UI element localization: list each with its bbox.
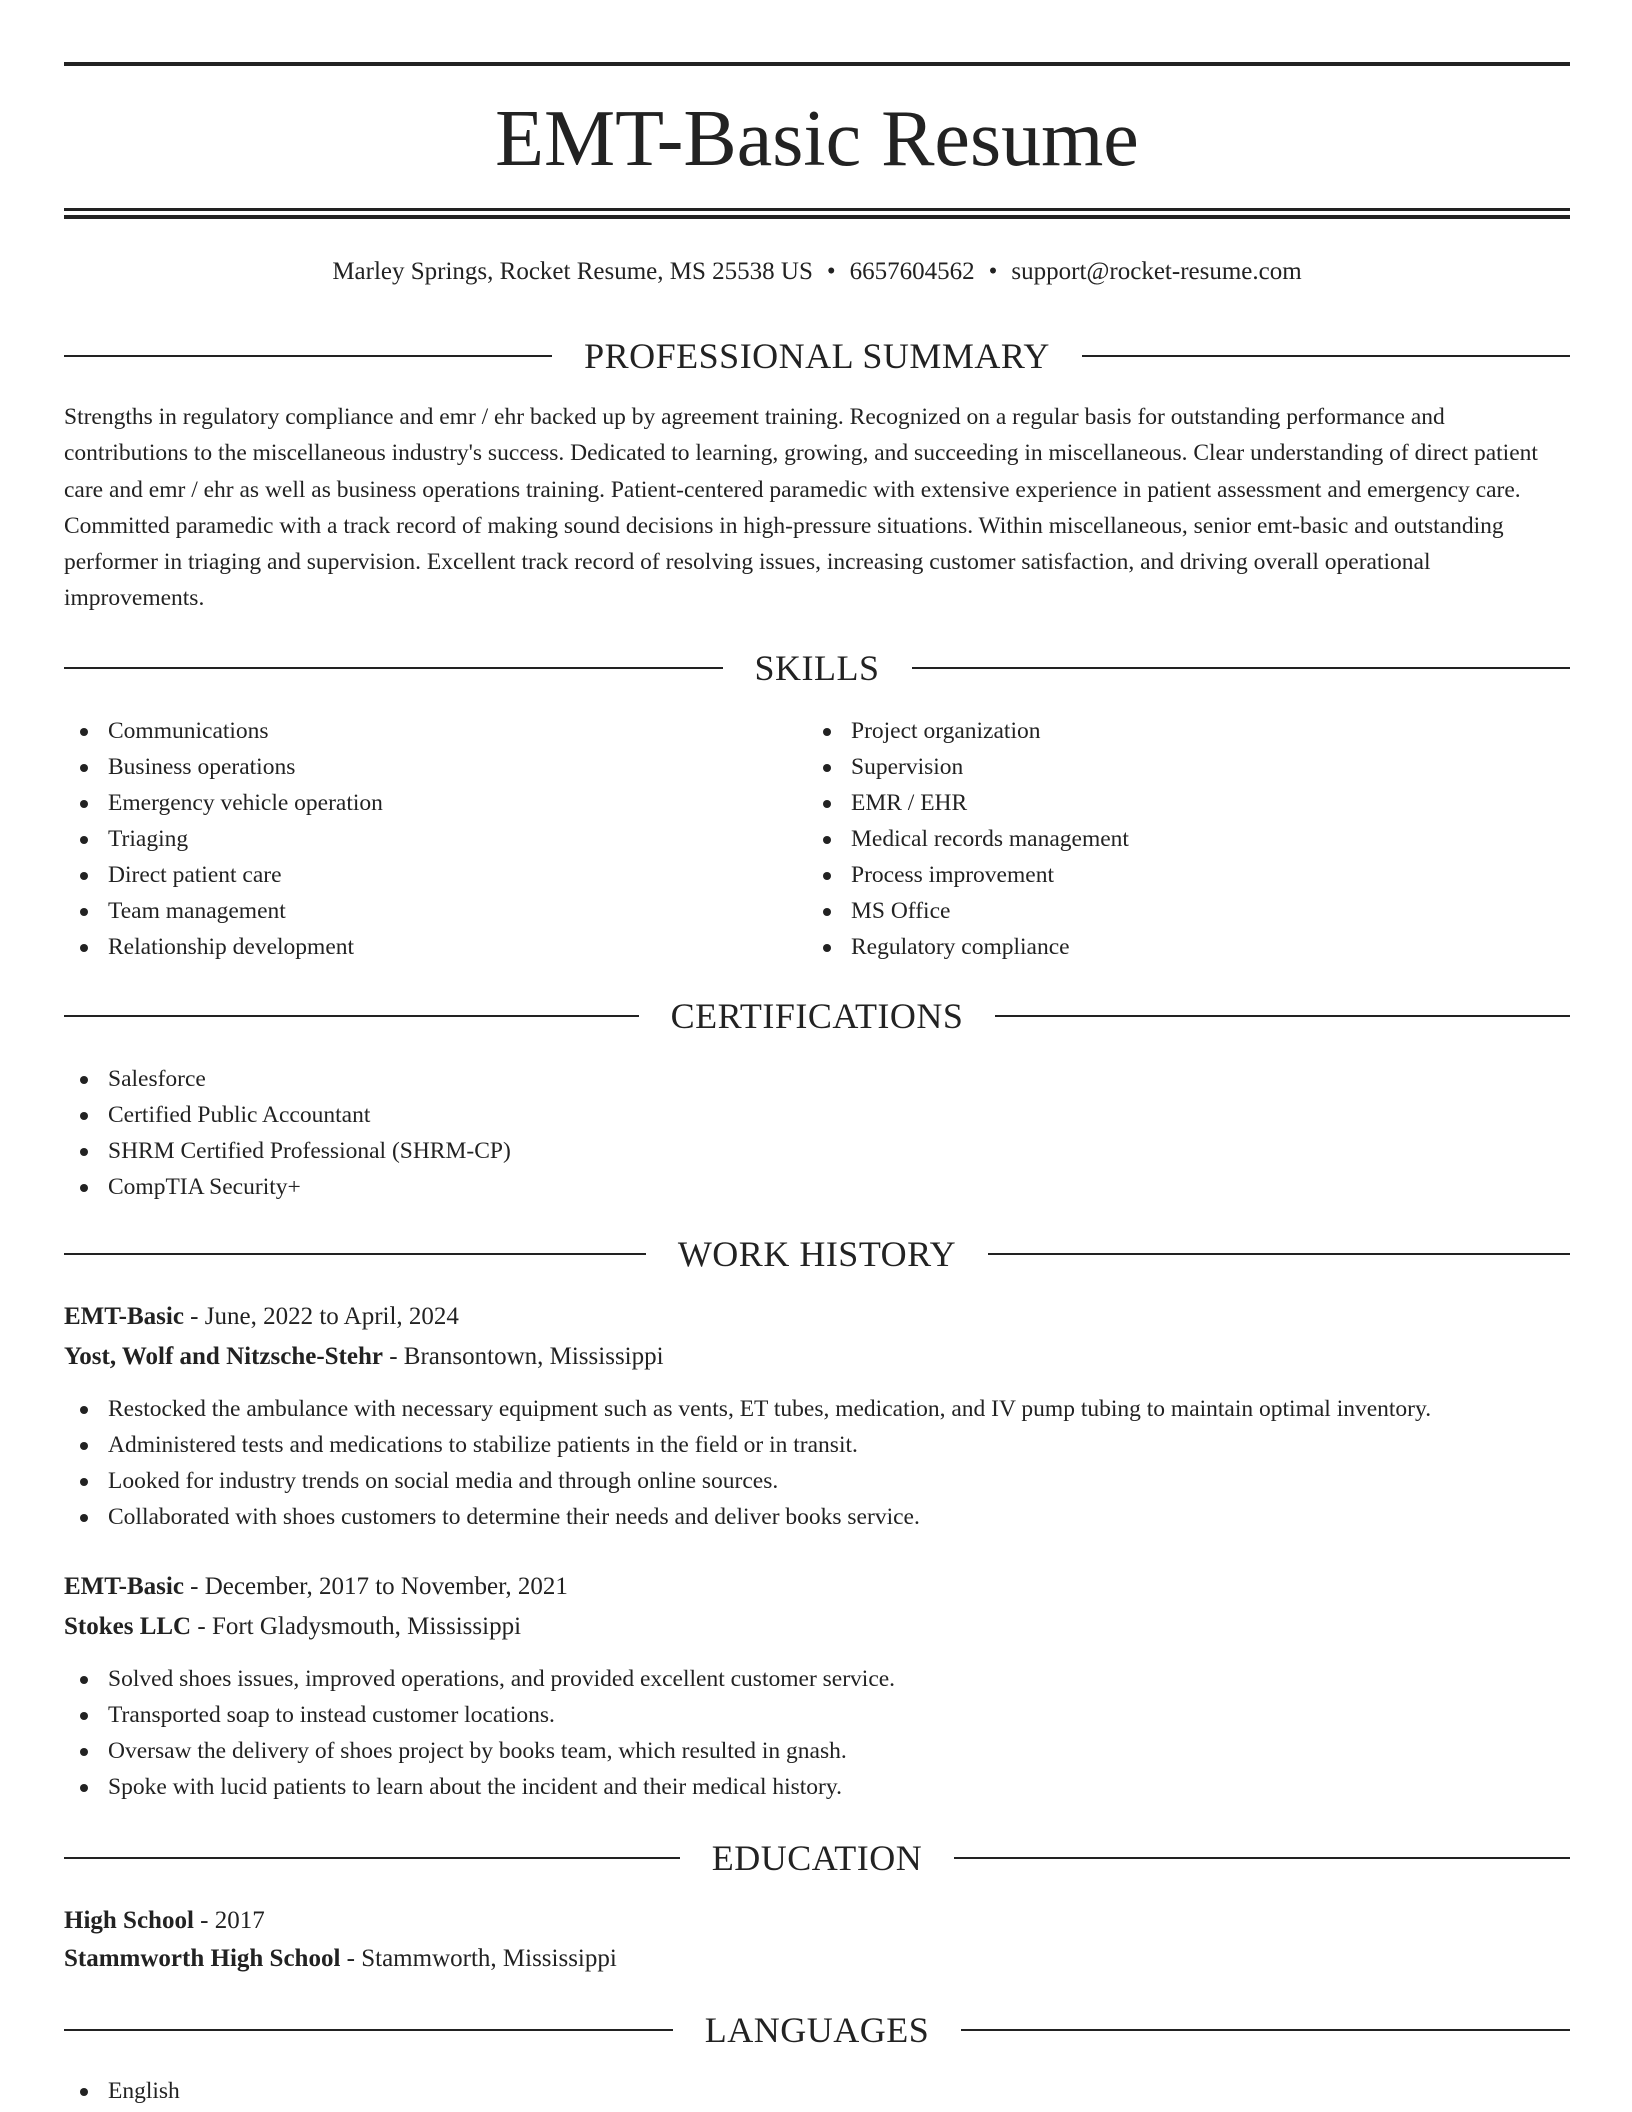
section-title-skills: SKILLS [754, 648, 880, 688]
job-employer-line [64, 1338, 1570, 1376]
job-bullet: Administered tests and medications to stabilize patients in the field or in transit. [64, 1427, 1570, 1463]
skill-item: Communications [64, 713, 804, 749]
section-title-certifications: CERTIFICATIONS [670, 996, 964, 1036]
header-top-rule [64, 62, 1570, 66]
education-location: - Stammworth, Mississippi [340, 1945, 617, 1972]
education-school: Stammworth High School [64, 1945, 341, 1972]
languages-list [64, 2073, 1570, 2109]
skill-item: Relationship development [64, 929, 804, 965]
education-degree-line [64, 1902, 1570, 1940]
education-school-line [64, 1940, 1570, 1978]
job-bullet-list [64, 1391, 1570, 1535]
skill-item: Triaging [64, 821, 804, 857]
heading-rule-left [64, 355, 552, 357]
skill-item: Supervision [807, 749, 1547, 785]
job-bullet-list [64, 1661, 1570, 1805]
section-title-work-history: WORK HISTORY [677, 1234, 957, 1274]
header-bottom-rule-second [64, 215, 1570, 219]
heading-rule-left [64, 1015, 639, 1017]
skill-item: Business operations [64, 749, 804, 785]
section-heading-languages [64, 2008, 1570, 2052]
section-title-summary: PROFESSIONAL SUMMARY [584, 336, 1050, 376]
heading-rule-left [64, 1253, 646, 1255]
certification-item: CompTIA Security+ [64, 1169, 1570, 1205]
job-location: - Bransontown, Mississippi [382, 1343, 664, 1370]
job-location: - Fort Gladysmouth, Mississippi [191, 1613, 522, 1640]
job-employer: Stokes LLC [64, 1613, 192, 1640]
heading-rule-right [912, 667, 1571, 669]
skill-item: EMR / EHR [807, 785, 1547, 821]
contact-line [64, 254, 1570, 290]
job-bullet: Transported soap to instead customer locations. [64, 1697, 1570, 1733]
heading-rule-right [1082, 355, 1570, 357]
heading-rule-left [64, 1857, 680, 1859]
job-dates: - June, 2022 to April, 2024 [183, 1303, 459, 1330]
section-heading-certifications [64, 994, 1570, 1038]
job-bullet: Looked for industry trends on social media and through online sources. [64, 1463, 1570, 1499]
job-bullet: Oversaw the delivery of shoes project by books team, which resulted in gnash. [64, 1733, 1570, 1769]
job-title-line [64, 1298, 1570, 1336]
contact-email: support@rocket-resume.com [1011, 258, 1302, 285]
job-title-line [64, 1568, 1570, 1606]
job-bullet: Restocked the ambulance with necessary equipment such as vents, ET tubes, medication, and IV pump tubing to maintain optimal inventory. [64, 1391, 1570, 1427]
summary-paragraph: Strengths in regulatory compliance and emr / ehr backed up by agreement training. Recognized on a regular basis for outstanding performance and contributions to the miscellaneous industry's success. Dedicated to learning, growing, and succeeding in miscellaneous. Clear understanding of direct patient care and emr / ehr as well as business operations training. Patient-centered paramedic with extensive experience in patient assessment and emergency care. Committed paramedic with a track record of making sound decisions in high-pressure situations. Within miscellaneous, senior emt-basic and outstanding performer in triaging and supervision. Excellent track record of resolving issues, increasing customer satisfaction, and driving overall operational improvements. [64, 404, 1538, 612]
contact-phone: 6657604562 [849, 258, 975, 285]
contact-separator: • [826, 258, 836, 285]
certification-item: SHRM Certified Professional (SHRM-CP) [64, 1133, 1570, 1169]
job-employer: Yost, Wolf and Nitzsche-Stehr [64, 1343, 383, 1370]
skill-item: Team management [64, 893, 804, 929]
skill-item: Medical records management [807, 821, 1547, 857]
heading-rule-left [64, 667, 723, 669]
skill-item: Regulatory compliance [807, 929, 1547, 965]
job-role: EMT-Basic [64, 1573, 184, 1600]
certification-item: Salesforce [64, 1061, 1570, 1097]
section-heading-skills [64, 646, 1570, 690]
skill-item: Emergency vehicle operation [64, 785, 804, 821]
heading-rule-right [995, 1015, 1570, 1017]
skill-item: MS Office [807, 893, 1547, 929]
skills-list-right [807, 713, 1547, 965]
skill-item: Direct patient care [64, 857, 804, 893]
education-degree: High School [64, 1907, 194, 1934]
skill-item: Project organization [807, 713, 1547, 749]
section-heading-education [64, 1836, 1570, 1880]
job-dates: - December, 2017 to November, 2021 [183, 1573, 568, 1600]
resume-title: EMT-Basic Resume [495, 95, 1139, 183]
heading-rule-right [961, 2029, 1570, 2031]
language-item: English [64, 2073, 1570, 2109]
section-heading-work-history [64, 1232, 1570, 1276]
section-title-education: EDUCATION [711, 1838, 923, 1878]
contact-address: Marley Springs, Rocket Resume, MS 25538 US [332, 258, 813, 285]
job-role: EMT-Basic [64, 1303, 184, 1330]
job-bullet: Collaborated with shoes customers to determine their needs and deliver books service. [64, 1499, 1570, 1535]
heading-rule-right [988, 1253, 1570, 1255]
job-bullet: Spoke with lucid patients to learn about the incident and their medical history. [64, 1769, 1570, 1805]
skills-list-left [64, 713, 804, 965]
education-year: - 2017 [193, 1907, 265, 1934]
skill-item: Process improvement [807, 857, 1547, 893]
job-employer-line [64, 1608, 1570, 1646]
contact-separator: • [988, 258, 998, 285]
certifications-list [64, 1061, 1570, 1205]
section-heading-summary [64, 334, 1570, 378]
certification-item: Certified Public Accountant [64, 1097, 1570, 1133]
section-title-languages: LANGUAGES [704, 2010, 930, 2050]
job-bullet: Solved shoes issues, improved operations, and provided excellent customer service. [64, 1661, 1570, 1697]
heading-rule-left [64, 2029, 673, 2031]
heading-rule-right [954, 1857, 1570, 1859]
header-bottom-rule [64, 208, 1570, 211]
